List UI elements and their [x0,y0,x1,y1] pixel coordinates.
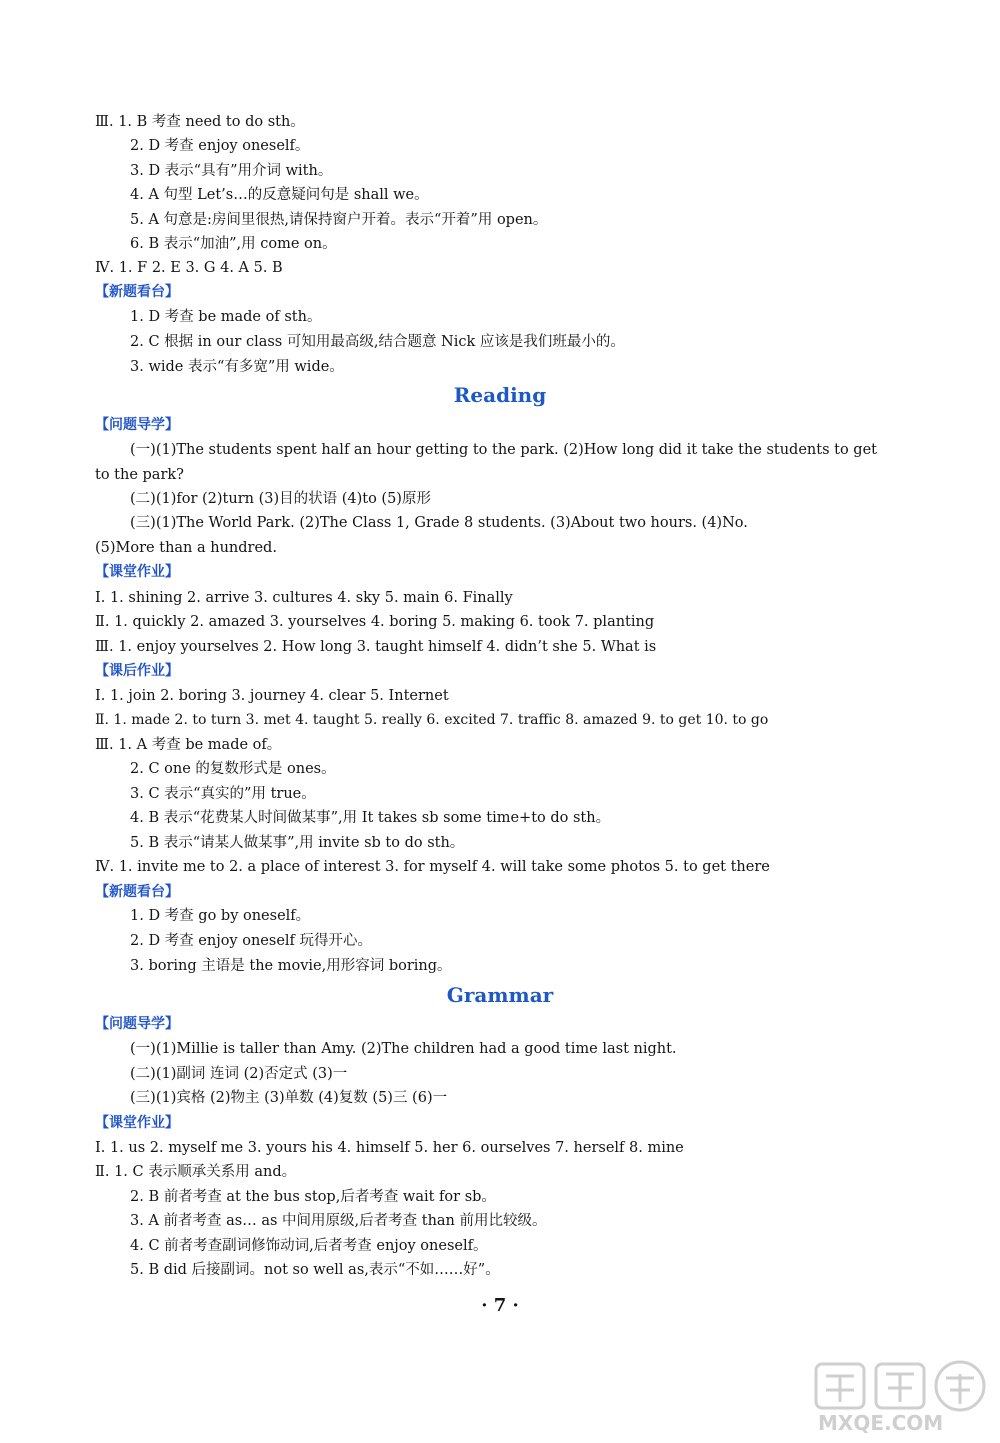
answer-line: 2. D 考查 enjoy oneself。 [130,138,310,154]
answer-line: Ⅳ. 1. invite me to 2. a place of interest 3. for myself 4. will take some photos 5. to get there [95,859,770,875]
answer-line: 3. A 前者考查 as… as 中间用原级,后者考查 than 前用比较级。 [130,1213,547,1229]
answer-line: Ⅲ. 1. enjoy yourselves 2. How long 3. taught himself 4. didn’t she 5. What is [95,639,657,655]
answer-line: (二)(1)副词 连词 (2)否定式 (3)一 [130,1066,348,1082]
section-tag: 【问题导学】 [95,417,179,433]
answer-line: 3. boring 主语是 the movie,用形容词 boring。 [130,958,452,974]
answer-line: 5. A 句意是:房间里很热,请保持窗户开着。表示“开着”用 open。 [130,212,548,228]
answer-line: 1. D 考查 go by oneself。 [130,908,311,924]
answer-line: Ⅰ. 1. shining 2. arrive 3. cultures 4. sky 5. main 6. Finally [95,590,513,606]
answer-line: 1. D 考查 be made of sth。 [130,309,322,325]
section-tag: 【问题导学】 [95,1016,179,1032]
page-number: · 7 · [481,1295,519,1316]
answer-line: 6. B 表示“加油”,用 come on。 [130,236,337,252]
answer-line: Ⅰ. 1. join 2. boring 3. journey 4. clear 5. Internet [95,688,449,704]
answer-line: 4. C 前者考查副词修饰动词,后者考查 enjoy oneself。 [130,1238,488,1254]
answer-line: 2. B 前者考查 at the bus stop,后者考查 wait for sb。 [130,1189,496,1205]
answer-line: 4. B 表示“花费某人时间做某事”,用 It takes sb some time+to do sth。 [130,810,611,826]
answer-line: 5. B did 后接副词。not so well as,表示“不如……好”。 [130,1262,500,1278]
answer-line: (5)More than a hundred. [95,540,277,556]
answer-line: 3. wide 表示“有多宽”用 wide。 [130,359,344,375]
section-tag: 【课堂作业】 [95,1115,179,1131]
watermark-logo [810,1360,992,1436]
answer-line: Ⅲ. 1. B 考查 need to do sth。 [95,114,305,130]
answer-line: (三)(1)宾格 (2)物主 (3)单数 (4)复数 (5)三 (6)一 [130,1090,448,1106]
answer-line: 4. A 句型 Let’s…的反意疑问句是 shall we。 [130,187,429,203]
section-tag: 【课堂作业】 [95,564,179,580]
answer-line: Ⅲ. 1. A 考查 be made of。 [95,737,282,753]
svg-text:MXQE.COM: MXQE.COM [818,1411,944,1435]
answer-line: 2. D 考查 enjoy oneself 玩得开心。 [130,933,373,949]
answer-line: Ⅱ. 1. made 2. to turn 3. met 4. taught 5. really 6. excited 7. traffic 8. amazed 9. to get 10. to go [95,712,769,728]
section-heading-grammar: Grammar [446,983,554,1007]
answer-line: 2. C one 的复数形式是 ones。 [130,761,336,777]
answer-line: 5. B 表示“请某人做某事”,用 invite sb to do sth。 [130,835,465,851]
answer-line: Ⅱ. 1. quickly 2. amazed 3. yourselves 4. boring 5. making 6. took 7. planting [95,614,655,630]
section-tag: 【新题看台】 [95,284,179,300]
answer-line: (二)(1)for (2)turn (3)目的状语 (4)to (5)原形 [130,491,431,507]
section-tag: 【新题看台】 [95,884,179,900]
section-heading-reading: Reading [453,383,547,407]
answer-line: 3. C 表示“真实的”用 true。 [130,786,316,802]
answer-line: (一)(1)Millie is taller than Amy. (2)The children had a good time last night. [130,1041,677,1057]
answer-line: (三)(1)The World Park. (2)The Class 1, Grade 8 students. (3)About two hours. (4)No. [130,515,748,531]
answer-line: (一)(1)The students spent half an hour getting to the park. (2)How long did it take the students to get [130,442,877,458]
section-tag: 【课后作业】 [95,663,179,679]
answer-line: Ⅱ. 1. C 表示顺承关系用 and。 [95,1164,297,1180]
answer-line: 2. C 根据 in our class 可知用最高级,结合题意 Nick 应该是我们班最小的。 [130,334,625,350]
answer-line: 3. D 表示“具有”用介词 with。 [130,163,333,179]
answer-line: to the park? [95,467,184,483]
answer-line: Ⅰ. 1. us 2. myself me 3. yours his 4. himself 5. her 6. ourselves 7. herself 8. mine [95,1140,684,1156]
answer-line: Ⅳ. 1. F 2. E 3. G 4. A 5. B [95,260,283,276]
